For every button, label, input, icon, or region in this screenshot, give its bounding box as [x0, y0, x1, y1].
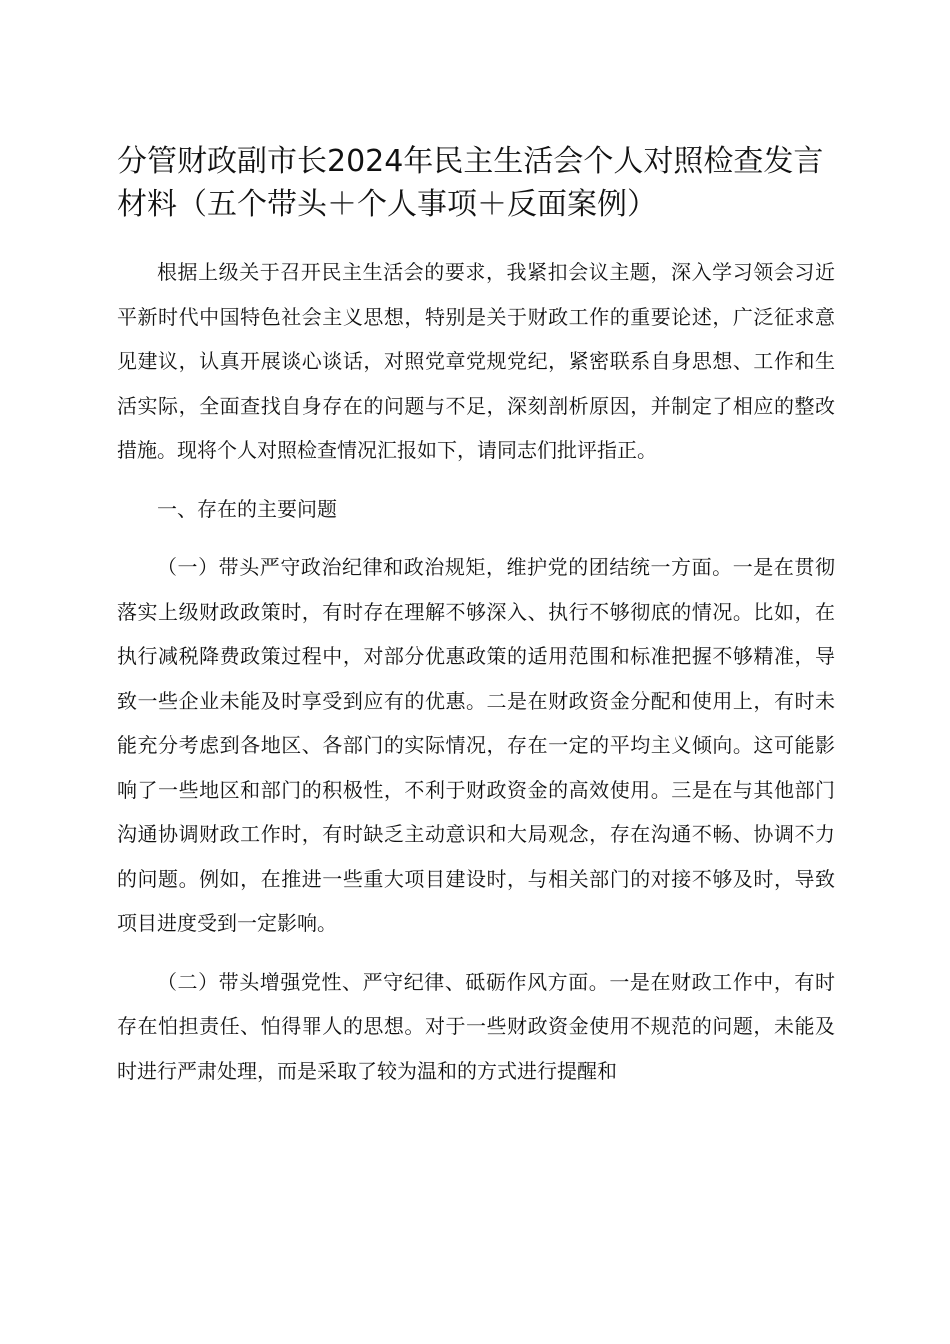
document-title: 分管财政副市长2024年民主生活会个人对照检查发言材料（五个带头＋个人事项＋反面案例）: [117, 144, 824, 222]
issue-paragraph-2: （二）带头增强党性、严守纪律、砥砺作风方面。一是在财政工作中，有时存在怕担责任、怕得罪人的思想。对于一些财政资金使用不规范的问题，未能及时进行严肃处理，而是采取了较为温和的方式进行提醒和: [117, 969, 835, 1083]
section-heading: 一、存在的主要问题: [157, 496, 337, 521]
issue-paragraph-1: （一）带头严守政治纪律和政治规矩，维护党的团结统一方面。一是在贯彻落实上级财政政策时，有时存在理解不够深入、执行不够彻底的情况。比如，在执行减税降费政策过程中，对部分优惠政策的适用范围和标准把握不够精准，导致一些企业未能及时享受到应有的优惠。二是在财政资金分配和使用上，有时未能充分考虑到各地区、各部门的实际情况，存在一定的平均主义倾向。这可能影响了一些地区和部门的积极性，不利于财政资金的高效使用。三是在与其他部门沟通协调财政工作时，有时缺乏主动意识和大局观念，存在沟通不畅、协调不力的问题。例如，在推进一些重大项目建设时，与相关部门的对接不够及时，导致项目进度受到一定影响。: [117, 555, 835, 935]
intro-paragraph: 根据上级关于召开民主生活会的要求，我紧扣会议主题，深入学习领会习近平新时代中国特色社会主义思想，特别是关于财政工作的重要论述，广泛征求意见建议，认真开展谈心谈话，对照党章党规党纪，紧密联系自身思想、工作和生活实际，全面查找自身存在的问题与不足，深刻剖析原因，并制定了相应的整改措施。现将个人对照检查情况汇报如下，请同志们批评指正。: [117, 260, 835, 462]
document-body: [117, 250, 835, 1107]
